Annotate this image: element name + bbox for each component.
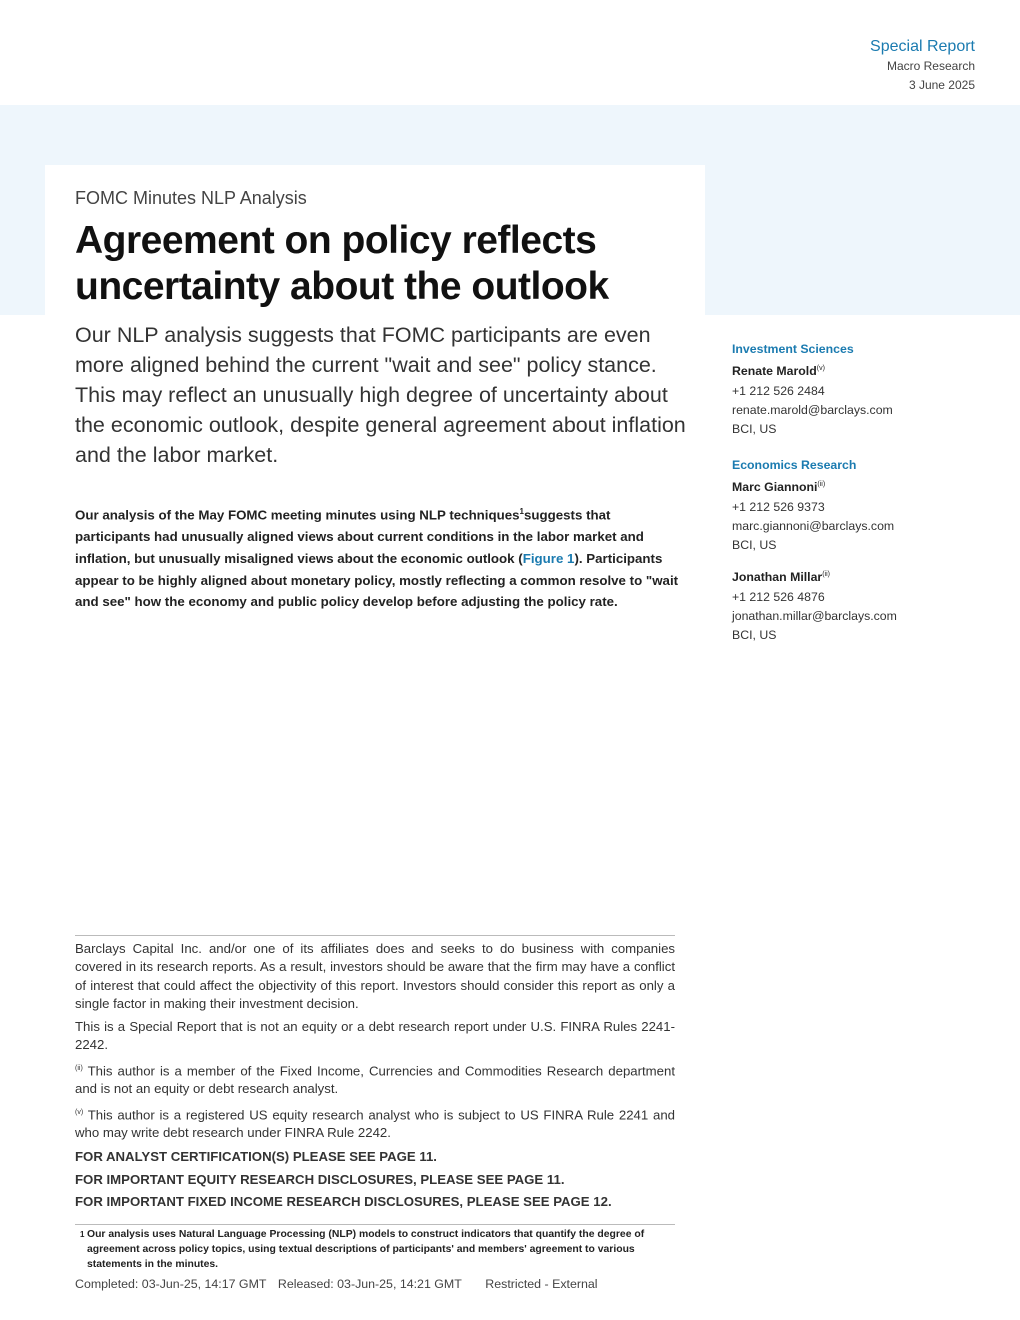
author-phone: +1 212 526 9373 [732, 499, 825, 514]
title-line-1: Agreement on policy reflects [75, 219, 597, 262]
author-name: Marc Giannoni$^{(ii)}$ [732, 480, 826, 495]
disclosure-author-v: $^{(v)}$ This author is a registered US equity research analyst who is subject to US FINRA Rule 2241 and who may write debt research under FINRA Rule 2242. [75, 1107, 675, 1141]
author-email[interactable]: marc.giannoni@barclays.com [732, 518, 895, 533]
summary-paragraph [75, 501, 685, 613]
report-header [870, 37, 975, 95]
completed-timestamp: Completed: 03-Jun-25, 14:17 GMT [75, 1277, 267, 1291]
summary-text-1: Our analysis of the May FOMC meeting minutes using NLP techniques [75, 507, 520, 523]
author-email[interactable]: jonathan.millar@barclays.com [732, 608, 897, 623]
title-line-2: uncertainty about the outlook [75, 265, 609, 308]
disclosure-conflict: Barclays Capital Inc. and/or one of its affiliates does and seeks to do business with companies covered in its research reports. As a result, investors should be aware that the firm may have a conflict of interest that could affect the objectivity of this report. Investors should consider this report as only a single factor in making their investment decision. [75, 941, 675, 1011]
figure-link[interactable]: Figure 1 [522, 550, 575, 566]
report-date: 3 June 2025 [908, 78, 975, 92]
released-timestamp: Released: 03-Jun-25, 14:21 GMT [277, 1277, 462, 1291]
lede-paragraph: Our NLP analysis suggests that FOMC participants are even more aligned behind the current "wait and see" policy stance. This may reflect an unusually high degree of uncertainty about the economic outlook, despite general agreement about inflation and the labor market. [75, 323, 686, 467]
author-entity: BCI, US [732, 627, 777, 642]
footnote-mark: 1 [80, 1230, 85, 1239]
section-heading: Investment Sciences [732, 342, 854, 356]
author-entity: BCI, US [732, 421, 777, 436]
disclosure-author-ii: $^{(ii)}$ This author is a member of the Fixed Income, Currencies and Commodities Research department and is not an equity or debt research analyst. [75, 1063, 675, 1097]
author-name: Jonathan Millar$^{(ii)}$ [732, 570, 830, 585]
disclosures [75, 940, 675, 1216]
footnote-text: Our analysis uses Natural Language Processing (NLP) models to construct indicators that quantify the degree of agreement across policy topics, using textual descriptions of participants' and members' agreement to various statements in the minutes. [87, 1229, 645, 1270]
report-type: Special Report [870, 38, 975, 55]
author-email[interactable]: renate.marold@barclays.com [732, 402, 893, 417]
equity-disclosures-note: FOR IMPORTANT EQUITY RESEARCH DISCLOSURES, PLEASE SEE PAGE 11. [75, 1171, 565, 1187]
section-heading: Economics Research [732, 458, 857, 473]
summary-text-2: suggests that participants had unusually aligned views about current conditions in the labor market and inflation, but unusually misaligned views about the economic outlook ( [75, 507, 644, 566]
author-entity: BCI, US [732, 538, 777, 553]
page-title [75, 218, 695, 310]
series-title: FOMC Minutes NLP Analysis [75, 188, 307, 208]
footnote-divider [75, 1224, 675, 1225]
fixed-income-disclosures-note: FOR IMPORTANT FIXED INCOME RESEARCH DISCLOSURES, PLEASE SEE PAGE 12. [75, 1194, 612, 1210]
page-footer [75, 1277, 606, 1291]
report-division: Macro Research [886, 59, 975, 73]
author-phone: +1 212 526 2484 [732, 383, 825, 398]
authors-sidebar [732, 340, 982, 645]
classification-label: Restricted - External [485, 1277, 598, 1291]
footnote [75, 1227, 675, 1272]
author-name: Renate Marold$^{(v)}$ [732, 364, 825, 379]
summary-text-3: ). Participants appear to be highly aligned about monetary policy, mostly reflecting a common resolve to "wait and see" how the economy and public policy develop before adjusting the policy rate. [75, 550, 679, 610]
footnote-ref[interactable]: 1 [519, 507, 524, 516]
disclosure-special-report: This is a Special Report that is not an equity or a debt research report under U.S. FINRA Rules 2241-2242. [75, 1019, 675, 1053]
analyst-certification-note: FOR ANALYST CERTIFICATION(S) PLEASE SEE PAGE 11. [75, 1148, 437, 1164]
divider [75, 935, 675, 936]
author-phone: +1 212 526 4876 [732, 589, 825, 604]
